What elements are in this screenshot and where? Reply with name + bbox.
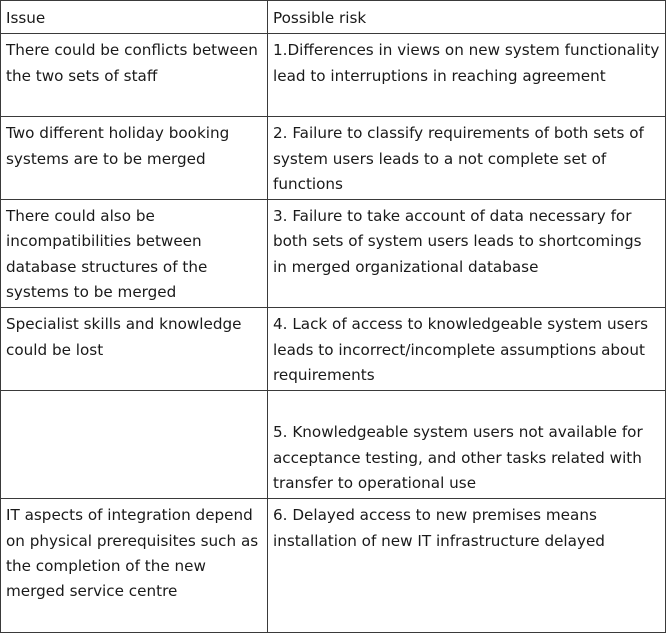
issue-cell: There could be conflicts between the two sets of staff: [1, 34, 268, 117]
table-row: [1, 308, 666, 391]
risk-cell: 5. Knowledgeable system users not available for acceptance testing, and other tasks related with transfer to operational use: [268, 391, 666, 499]
risk-cell: 2. Failure to classify requirements of both sets of system users leads to a not complete set of functions: [268, 117, 666, 200]
table-header-row: [1, 1, 666, 34]
table-row: [1, 499, 666, 633]
issue-cell: There could also be incompatibilities between database structures of the systems to be merged: [1, 200, 268, 308]
issue-cell: Two different holiday booking systems are to be merged: [1, 117, 268, 200]
issue-cell: IT aspects of integration depend on physical prerequisites such as the completion of the new merged service centre: [1, 499, 268, 633]
table-row: [1, 391, 666, 499]
issue-cell-empty: [1, 391, 268, 499]
risk-cell: 6. Delayed access to new premises means installation of new IT infrastructure delayed: [268, 499, 666, 633]
issue-cell: Specialist skills and knowledge could be lost: [1, 308, 268, 391]
table-row: [1, 117, 666, 200]
risk-cell: 4. Lack of access to knowledgeable system users leads to incorrect/incomplete assumptions about requirements: [268, 308, 666, 391]
header-possible-risk: Possible risk: [268, 1, 666, 34]
table-row: [1, 34, 666, 117]
table-row: [1, 200, 666, 308]
risk-cell: 1.Differences in views on new system functionality lead to interruptions in reaching agreement: [268, 34, 666, 117]
risk-cell: 3. Failure to take account of data necessary for both sets of system users leads to shortcomings in merged organizational database: [268, 200, 666, 308]
header-issue: Issue: [1, 1, 268, 34]
